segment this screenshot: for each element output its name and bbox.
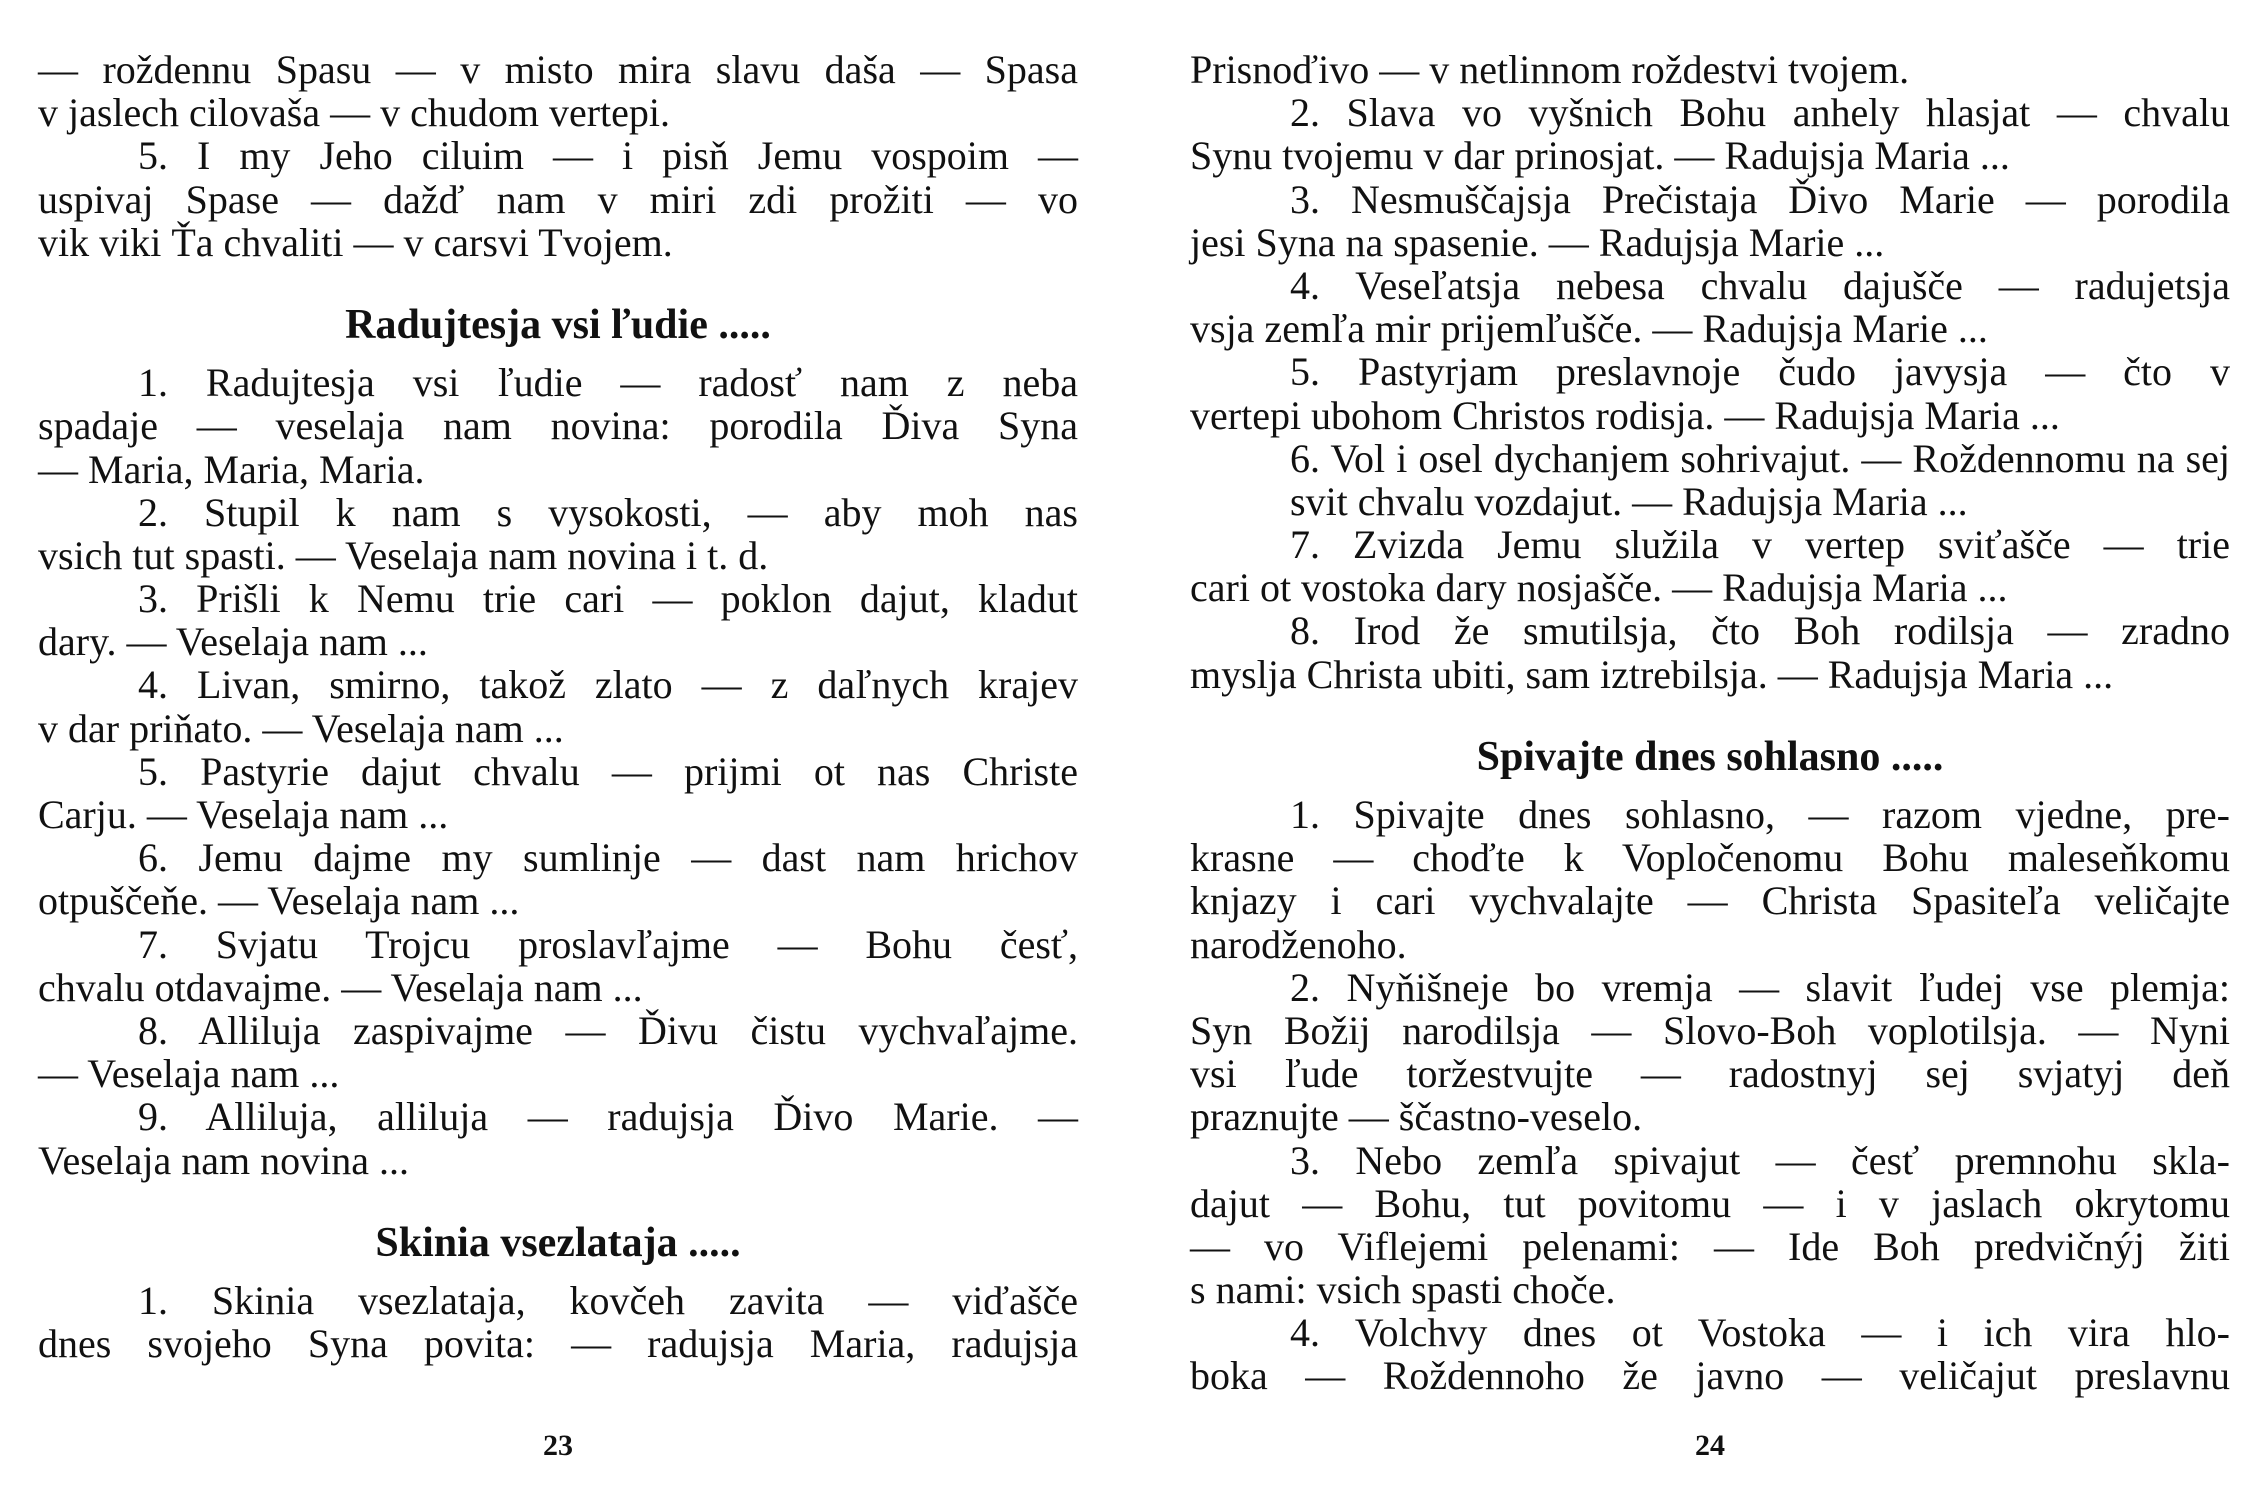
verse-line: Synu tvojemu v dar prinosjat. — Radujsja Maria ... (1190, 133, 2010, 179)
verse-line: 1. Spivajte dnes sohlasno, — razom vjedne, pre- (1290, 792, 2230, 838)
verse-line: knjazy i cari vychvalajte — Christa Spasiteľa veličajte (1190, 878, 2230, 924)
verse-line: — Veselaja nam ... (38, 1051, 340, 1097)
left-page (38, 48, 1078, 1468)
text-line: vik viki Ťa chvaliti — v carsvi Tvojem. (38, 219, 673, 265)
verse-line: jesi Syna na spasenie. — Radujsja Marie ... (1190, 219, 1885, 265)
verse-line: — vo Viflejemi pelenami: — Ide Boh predvičnýj žiti (1190, 1223, 2230, 1269)
text-line: uspivaj Spase — dažď nam v miri zdi prožiti — vo (38, 176, 1078, 222)
verse-line: 1. Skinia vsezlataja, kovčeh zavita — viďašče (138, 1277, 1078, 1323)
verse-line: 2. Stupil k nam s vysokosti, — aby moh nas (138, 489, 1078, 535)
verse-line: 6. Jemu dajme my sumlinje — dast nam hrichov (138, 835, 1078, 881)
song-title-skinia: Skinia vsezlataja ..... (375, 1219, 741, 1266)
verse-line: dary. — Veselaja nam ... (38, 619, 428, 665)
verse-line: Veselaja nam novina ... (38, 1137, 409, 1183)
verse-line: 8. Irod že smutilsja, čto Boh rodilsja — zradno (1290, 608, 2230, 654)
spacer (38, 1182, 1078, 1222)
verse-line: krasne — choďte k Vopločenomu Bohu maleseňkomu (1190, 835, 2230, 881)
verse-line: Carju. — Veselaja nam ... (38, 792, 449, 837)
verse-line: otpuščeňe. — Veselaja nam ... (38, 878, 520, 924)
verse-line: 9. Alliluja, alliluja — radujsja Ďivo Marie. — (138, 1094, 1078, 1140)
verse-line: 4. Veseľatsja nebesa chvalu dajušče — radujetsja (1290, 262, 2230, 308)
page-number: 23 (543, 1429, 573, 1462)
text-line: — roždennu Spasu — v misto mira slavu daša — Spasa (38, 47, 1078, 92)
verse-line: 3. Nebo zemľa spivajut — česť premnohu skla- (1290, 1137, 2230, 1183)
verse-line: Syn Božij narodilsja — Slovo-Boh voplotilsja. — Nyni (1190, 1007, 2230, 1053)
verse-line: 2. Slava vo vyšnich Bohu anhely hlasjat — chvalu (1290, 90, 2230, 136)
verse-line: dajut — Bohu, tut povitomu — i v jaslach okrytomu (1190, 1180, 2230, 1226)
song-title-spivajte: Spivajte dnes sohlasno ..... (1476, 733, 1944, 780)
verse-line: chvalu otdavajme. — Veselaja nam ... (38, 964, 643, 1010)
spacer (1190, 696, 2230, 736)
verse-line: — Maria, Maria, Maria. (38, 446, 425, 492)
verse-line: 5. Pastyrjam preslavnoje čudo javysja — čto v (1290, 349, 2230, 395)
verse-line: 8. Alliluja zaspivajme — Ďivu čistu vychvaľajme. (138, 1007, 1078, 1053)
left-page-text (38, 48, 1078, 1365)
verse-line: 7. Zvizda Jemu služila v vertep sviťašče — trie (1290, 522, 2230, 568)
verse-line: 4. Livan, smirno, takož zlato — z daľnych krajev (138, 662, 1078, 708)
verse-line: 4. Volchvy dnes ot Vostoka — i ich vira hlo- (1290, 1310, 2230, 1356)
verse-line: vsich tut spasti. — Veselaja nam novina i t. d. (38, 532, 769, 578)
right-page (1190, 48, 2230, 1468)
text-line: 5. I my Jeho ciluim — i pisň Jemu vospoim — (138, 133, 1078, 179)
verse-line: 1. Radujtesja vsi ľudie — radosť nam z neba (138, 360, 1078, 406)
spacer (1190, 779, 2230, 793)
verse-line: v dar priňato. — Veselaja nam ... (38, 705, 564, 751)
verse-line: 2. Nyňišneje bo vremja — slavit ľudej vse plemja: (1290, 964, 2230, 1010)
verse-line: boka — Roždennoho že javno — veličajut preslavnu (1190, 1353, 2230, 1399)
song-title-radujtesja: Radujtesja vsi ľudie ..... (345, 301, 771, 348)
verse-line: spadaje — veselaja nam novina: porodila Ďiva Syna (38, 403, 1078, 449)
text-line: Prisnoďivo — v netlinnom roždestvi tvojem. (1190, 47, 1910, 92)
verse-line: narodženoho. (1190, 921, 1407, 967)
verse-line: vsja zemľa mir prijemľušče. — Radujsja Marie ... (1190, 306, 1988, 352)
spacer (38, 1265, 1078, 1279)
verse-line: 6. Vol i osel dychanjem sohrivajut. — Roždennomu na sej svit chvalu vozdajut. — Radujsja Maria ... (1290, 435, 2230, 524)
spacer (38, 264, 1078, 304)
verse-line: praznujte — ščastno-veselo. (1190, 1094, 1643, 1140)
verse-line: 3. Prišli k Nemu trie cari — poklon dajut, kladut (138, 576, 1078, 622)
verse-line: vertepi ubohom Christos rodisja. — Radujsja Maria ... (1190, 392, 2060, 438)
page-number: 24 (1695, 1429, 1725, 1462)
verse-line: 7. Svjatu Trojcu proslavľajme — Bohu česť, (138, 921, 1078, 967)
spacer (38, 347, 1078, 361)
text-line: v jaslech cilovaša — v chudom vertepi. (38, 90, 671, 136)
verse-line: cari ot vostoka dary nosjašče. — Radujsja Maria ... (1190, 565, 2008, 611)
verse-line: dnes svojeho Syna povita: — radujsja Maria, radujsja (38, 1321, 1078, 1367)
verse-line: 3. Nesmuščajsja Prečistaja Ďivo Marie — porodila (1290, 176, 2230, 222)
verse-line: 5. Pastyrie dajut chvalu — prijmi ot nas Christe (138, 748, 1078, 794)
verse-line: s nami: vsich spasti choče. (1190, 1267, 1616, 1313)
right-page-text (1190, 48, 2230, 1398)
verse-line: vsi ľude toržestvujte — radostnyj sej svjatyj deň (1190, 1051, 2230, 1097)
verse-line: myslja Christa ubiti, sam iztrebilsja. — Radujsja Maria ... (1190, 651, 2114, 697)
